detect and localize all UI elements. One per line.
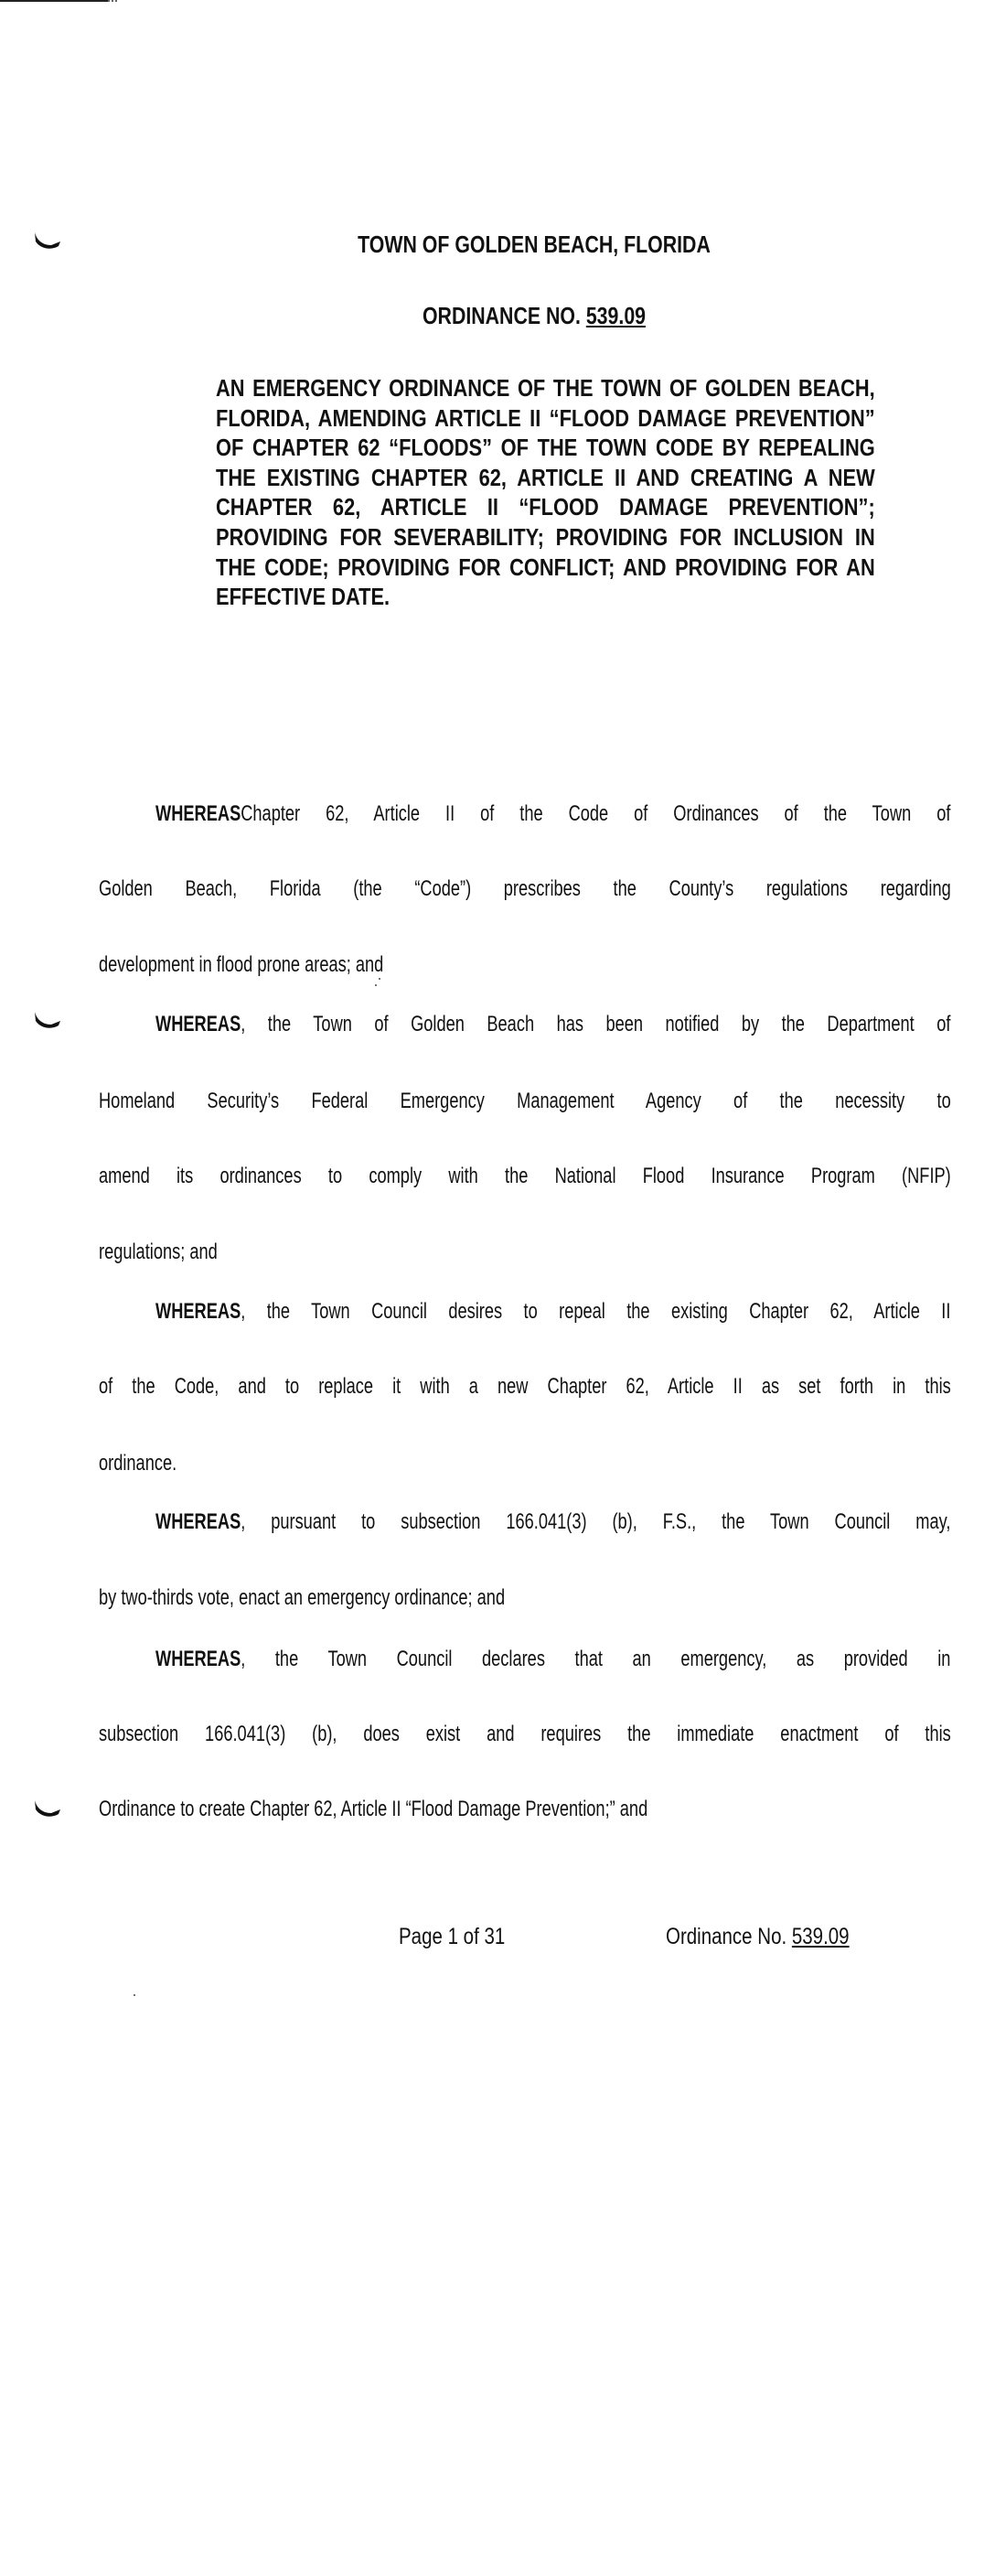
paragraph-line: regulations; and xyxy=(99,1240,218,1264)
whereas-label: WHEREAS xyxy=(155,1299,241,1324)
paragraph-line: WHEREAS, the Town Council declares that an emergency, as provided in xyxy=(155,1647,951,1671)
paragraph-line: Golden Beach, Florida (the “Code”) prescribes the County’s regulations regarding xyxy=(99,876,951,901)
paragraph-line: Ordinance to create Chapter 62, Article II “Flood Damage Prevention;” and xyxy=(99,1797,648,1821)
paragraph-line: subsection 166.041(3) (b), does exist and requires the immediate enactment of this xyxy=(99,1722,951,1746)
paragraph-line: development in flood prone areas; and xyxy=(99,952,384,977)
binder-mark-icon xyxy=(33,1010,64,1030)
whereas-label: WHEREAS xyxy=(155,1647,241,1671)
scan-edge-dots xyxy=(108,0,117,4)
ordinance-prefix: ORDINANCE NO. xyxy=(422,302,586,329)
paragraph-line: WHEREASChapter 62, Article II of the Code of Ordinances of the Town of xyxy=(155,801,951,826)
footer-ordinance-number: 539.09 xyxy=(791,1924,850,1949)
scan-speck xyxy=(134,1994,135,1996)
page-number: Page 1 of 31 xyxy=(399,1924,506,1949)
town-title: TOWN OF GOLDEN BEACH, FLORIDA xyxy=(358,231,711,258)
footer-ordinance xyxy=(666,1924,850,1950)
paragraph-line: Homeland Security’s Federal Emergency Management Agency of the necessity to xyxy=(99,1089,951,1113)
paragraph-line: amend its ordinances to comply with the National Flood Insurance Program (NFIP) xyxy=(99,1164,951,1188)
binder-mark-icon xyxy=(33,1798,64,1819)
scan-edge-line xyxy=(0,0,108,2)
ordinance-number: 539.09 xyxy=(585,302,647,329)
ordinance-title xyxy=(126,302,942,330)
whereas-label: WHEREAS xyxy=(155,1012,241,1036)
paragraph-line: WHEREAS, the Town Council desires to repeal the existing Chapter 62, Article II xyxy=(155,1299,951,1324)
scan-speck xyxy=(379,978,380,980)
paragraph-line: WHEREAS, the Town of Golden Beach has been notified by the Department of xyxy=(155,1012,951,1036)
paragraph-line: WHEREAS, pursuant to subsection 166.041(3) (b), F.S., the Town Council may, xyxy=(155,1509,951,1534)
binder-mark-icon xyxy=(33,231,64,251)
paragraph-line: ordinance. xyxy=(99,1451,177,1476)
footer-ordinance-prefix: Ordinance No. xyxy=(666,1924,792,1949)
scan-speck xyxy=(375,984,377,986)
paragraph-line: by two-thirds vote, enact an emergency ordinance; and xyxy=(99,1585,506,1610)
whereas-label: WHEREAS xyxy=(155,801,241,826)
whereas-label: WHEREAS xyxy=(155,1509,241,1534)
ordinance-abstract: AN EMERGENCY ORDINANCE OF THE TOWN OF GOLDEN BEACH, FLORIDA, AMENDING ARTICLE II “FLOOD DAMAGE PREVENTION” OF CHAPTER 62 “FLOODS” OF THE TOWN CODE BY REPEALING THE EXISTING CHAPTER 62, ARTICLE II AND CREATING A NEW CHAPTER 62, ARTICLE II “FLOOD DAMAGE PREVENTION”; PROVIDING FOR SEVERABILITY; PROVIDING FOR INCLUSION IN THE CODE; PROVIDING FOR CONFLICT; AND PROVIDING FOR AN EFFECTIVE DATE. xyxy=(216,374,875,611)
paragraph-line: of the Code, and to replace it with a new Chapter 62, Article II as set forth in this xyxy=(99,1374,951,1399)
